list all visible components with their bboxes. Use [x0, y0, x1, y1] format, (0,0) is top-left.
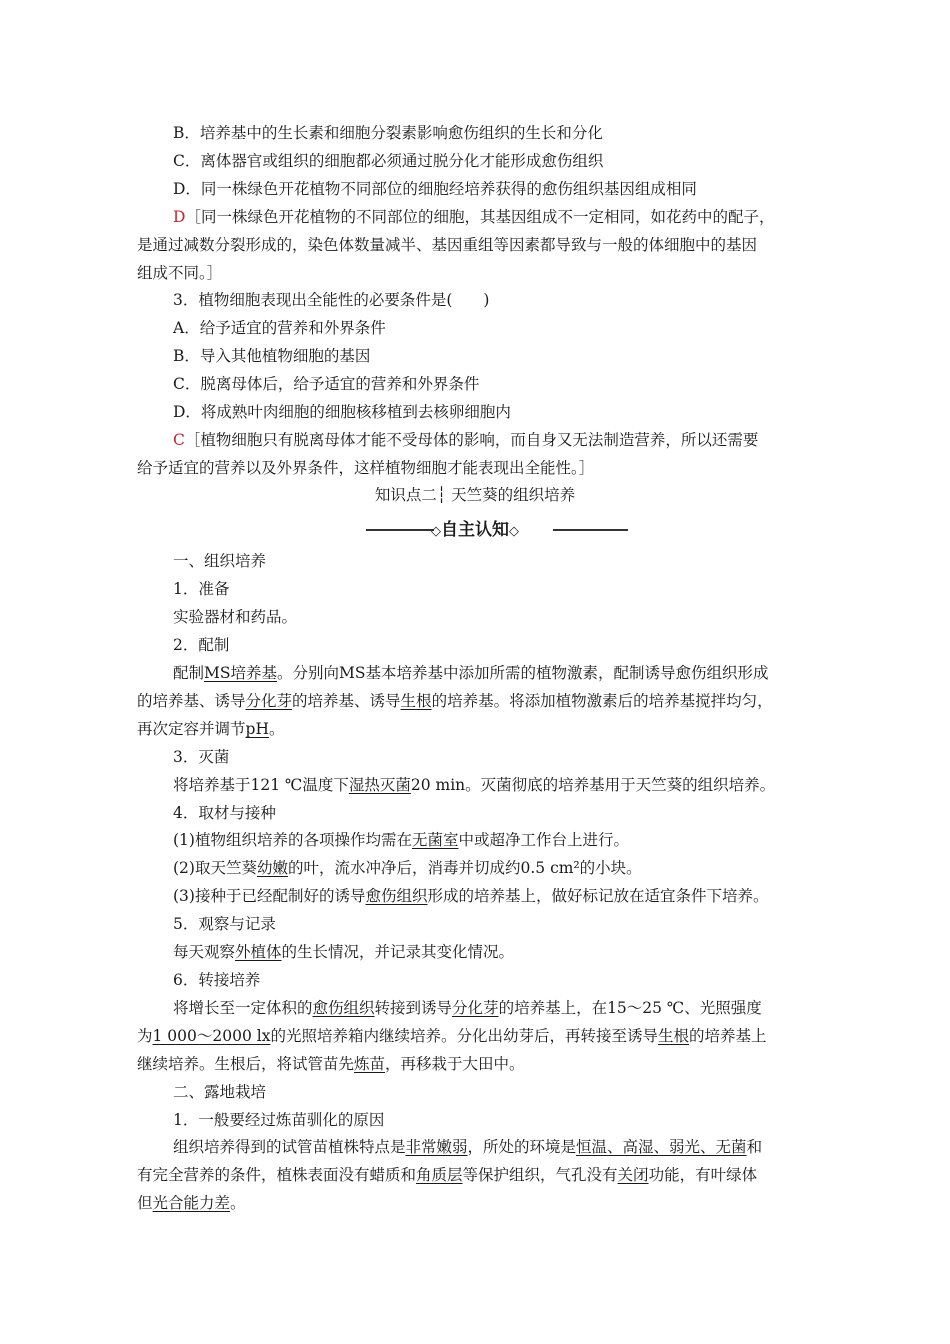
section-heading: 知识点二┆ 天竺葵的组织培养: [374, 486, 576, 504]
q2-explanation-text: ［同一株绿色开花植物的不同部位的细胞，其基因组成不一定相同，如花药中的配子，: [185, 208, 775, 226]
q3-answer-letter: C: [173, 431, 185, 449]
key-term: 愈伤组织: [365, 887, 428, 905]
step-3-text: 将培养基于121 ℃温度下湿热灭菌20 min。灭菌彻底的培养基用于天竺葵的组织培养。: [173, 776, 776, 794]
step-2-title: 2．配制: [173, 636, 230, 654]
step-1-title: 1．准备: [173, 580, 230, 598]
step-4-title: 4．取材与接种: [173, 804, 276, 822]
key-term: 分化芽: [452, 999, 499, 1017]
q3-explanation-line2: 给予适宜的营养以及外界条件，这样植物细胞才能表现出全能性。］: [137, 459, 595, 477]
step-1-text: 实验器材和药品。: [173, 608, 298, 626]
heading-field-cultivation: 二、露地栽培: [173, 1083, 267, 1101]
step-6-line2: 为1 000～2000 lx的光照培养箱内继续培养。分化出幼芽后，再转接至诱导生根的培养基上: [137, 1027, 767, 1045]
diamond-icon: ◇: [431, 524, 441, 539]
q2-option-d: D．同一株绿色开花植物不同部位的细胞经培养获得的愈伤组织基因组成相同: [173, 180, 697, 198]
key-term: 幼嫩: [256, 859, 288, 877]
key-term: 愈伤组织: [312, 999, 375, 1017]
step-3-title: 3．灭菌: [173, 748, 230, 766]
q3-option-c: C．脱离母体后，给予适宜的营养和外界条件: [173, 375, 480, 393]
q3-option-a: A．给予适宜的营养和外界条件: [173, 319, 386, 337]
banner-title: [0, 518, 950, 544]
sub-1-line3: 但光合能力差。: [137, 1194, 246, 1212]
step-4-item1: (1)植物组织培养的各项操作均需在无菌室中或超净工作台上进行。: [173, 831, 629, 849]
step-4-item3: (3)接种于已经配制好的诱导愈伤组织形成的培养基上，做好标记放在适宜条件下培养。: [173, 887, 769, 905]
step-6-line1: 将增长至一定体积的愈伤组织转接到诱导分化芽的培养基上，在15～25 ℃、光照强度: [173, 999, 762, 1017]
q2-explanation-line1: [173, 207, 774, 227]
key-term: 1 000～2000 lx: [152, 1027, 271, 1045]
step-2-line2: 的培养基、诱导分化芽的培养基、诱导生根的培养基。将添加植物激素后的培养基搅拌均匀，: [137, 692, 773, 710]
key-term: 湿热灭菌: [348, 776, 411, 794]
q3-stem: 3．植物细胞表现出全能性的必要条件是( ): [173, 291, 490, 309]
key-term: 关闭: [617, 1166, 649, 1184]
q2-answer-letter: D: [173, 208, 186, 226]
step-6-title: 6．转接培养: [173, 971, 261, 989]
key-term: 生根: [657, 1027, 689, 1045]
heading-tissue-culture: 一、组织培养: [173, 552, 267, 570]
q3-option-d: D．将成熟叶肉细胞的细胞核移植到去核卵细胞内: [173, 403, 511, 421]
q3-option-b: B．导入其他植物细胞的基因: [173, 347, 371, 365]
key-term: pH: [245, 720, 269, 738]
q3-explanation-line1: [173, 430, 758, 450]
q3-explanation-text: ［植物细胞只有脱离母体才能不受母体的影响，而自身又无法制造营养，所以还需要: [184, 431, 759, 449]
key-term: 非常嫩弱: [405, 1138, 468, 1156]
sub-1-line1: 组织培养得到的试管苗植株特点是非常嫩弱，所处的环境是恒温、高湿、弱光、无菌和: [173, 1138, 763, 1156]
key-term: 无菌室: [411, 831, 459, 849]
step-4-item2: (2)取天竺葵幼嫩的叶，流水冲净后，消毒并切成约0.5 cm²的小块。: [173, 859, 642, 877]
q2-option-b: B．培养基中的生长素和细胞分裂素影响愈伤组织的生长和分化: [173, 124, 603, 142]
diamond-icon: ◇: [509, 524, 519, 539]
key-term: 炼苗: [354, 1055, 386, 1073]
key-term: MS培养基: [204, 664, 278, 682]
q2-explanation-line2: 是通过减数分裂形成的，染色体数量减半、基因重组等因素都导致与一般的体细胞中的基因: [137, 236, 758, 254]
key-term: 恒温、高湿、弱光、无菌: [576, 1138, 747, 1156]
step-5-text: 每天观察外植体的生长情况，并记录其变化情况。: [173, 943, 515, 961]
step-2-line3: 再次定容并调节pH。: [137, 720, 285, 738]
banner-text: 自主认知: [441, 520, 509, 540]
step-6-line3: 继续培养。生根后，将试管苗先炼苗，再移栽于大田中。: [137, 1055, 525, 1073]
key-term: 外植体: [235, 943, 282, 961]
step-2-line1: 配制MS培养基。分别向MS基本培养基中添加所需的植物激素，配制诱导愈伤组织形成: [173, 664, 769, 682]
q2-option-c: C．离体器官或组织的细胞都必须通过脱分化才能形成愈伤组织: [173, 152, 604, 170]
q2-explanation-line3: 组成不同。］: [137, 264, 223, 282]
key-term: 生根: [400, 692, 432, 710]
sub-1-title: 1．一般要经过炼苗驯化的原因: [173, 1111, 385, 1129]
step-5-title: 5．观察与记录: [173, 915, 276, 933]
section-banner: [0, 518, 950, 542]
key-term: 角质层: [416, 1166, 463, 1184]
key-term: 光合能力差: [152, 1194, 231, 1212]
key-term: 分化芽: [245, 692, 293, 710]
sub-1-line2: 有完全营养的条件，植株表面没有蜡质和角质层等保护组织，气孔没有关闭功能，有叶绿体: [137, 1166, 758, 1184]
